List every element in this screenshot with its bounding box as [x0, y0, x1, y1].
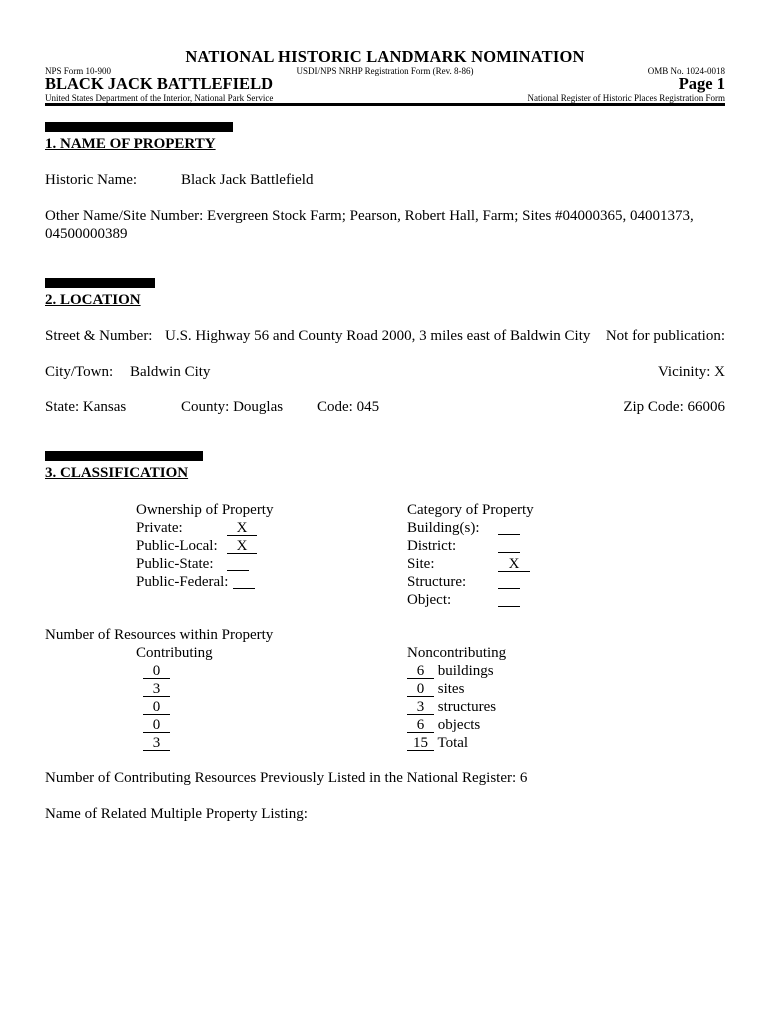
resources-title: Number of Resources within Property: [45, 627, 274, 643]
resource-type-total: Total: [437, 735, 469, 751]
category-object-value: [498, 592, 520, 607]
ownership-public-local-label: Public-Local:: [136, 538, 218, 554]
section2-heading: 2. LOCATION: [45, 292, 141, 308]
category-structure-value: [498, 574, 520, 589]
ownership-public-state-value: [227, 556, 249, 571]
omb-number: OMB No. 1024-0018: [647, 66, 725, 76]
historic-name-label: Historic Name:: [45, 172, 138, 188]
category-object-label: Object:: [407, 592, 452, 608]
noncontributing-total: 15: [407, 736, 434, 751]
category-structure-label: Structure:: [407, 574, 467, 590]
state: State: Kansas: [45, 399, 127, 415]
zip-code: Zip Code: 66006: [623, 399, 725, 415]
category-building-value: [498, 520, 520, 535]
contributing-total: 3: [143, 736, 170, 751]
section2-bar: [45, 278, 155, 288]
category-district-label: District:: [407, 538, 457, 554]
noncontributing-sites: 0: [407, 682, 434, 697]
document-title: NATIONAL HISTORIC LANDMARK NOMINATION: [185, 47, 585, 66]
contributing-title: Contributing: [136, 645, 213, 661]
category-site-value: X: [498, 557, 530, 572]
noncontributing-objects: 6: [407, 718, 434, 733]
section3-heading: 3. CLASSIFICATION: [45, 465, 189, 481]
contributing-sites: 3: [143, 682, 170, 697]
city-value: Baldwin City: [130, 364, 211, 380]
contributing-objects: 0: [143, 718, 170, 733]
form-name: USDI/NPS NRHP Registration Form (Rev. 8-86): [296, 66, 474, 76]
vicinity: Vicinity: X: [657, 364, 725, 380]
resource-type-sites: sites: [437, 681, 465, 697]
category-district-value: [498, 538, 520, 553]
noncontributing-title: Noncontributing: [407, 645, 507, 661]
category-site-label: Site:: [407, 556, 435, 572]
noncontributing-structures: 3: [407, 700, 434, 715]
street-label: Street & Number:: [45, 328, 153, 344]
category-building-label: Building(s):: [407, 520, 480, 536]
page-number: Page 1: [678, 74, 725, 93]
other-name-line2: 04500000389: [45, 226, 128, 242]
resource-type-structures: structures: [437, 699, 497, 715]
ownership-private-label: Private:: [136, 520, 183, 536]
category-title: Category of Property: [407, 502, 534, 518]
previously-listed: Number of Contributing Resources Previously Listed in the National Register: 6: [45, 770, 528, 786]
multiple-property-listing: Name of Related Multiple Property Listing:: [45, 806, 308, 822]
ownership-public-local-value: X: [227, 539, 257, 554]
header-rule: [45, 103, 725, 106]
resource-type-objects: objects: [437, 717, 481, 733]
ownership-public-state-label: Public-State:: [136, 556, 214, 572]
ownership-public-federal-label: Public-Federal:: [136, 574, 229, 590]
section1-bar: [45, 122, 233, 132]
historic-name-value: Black Jack Battlefield: [181, 172, 314, 188]
section3-bar: [45, 451, 203, 461]
register-name: National Register of Historic Places Registration Form: [527, 93, 725, 103]
city-label: City/Town:: [45, 364, 114, 380]
ownership-public-federal-value: [233, 574, 255, 589]
code: Code: 045: [317, 399, 380, 415]
street-value: U.S. Highway 56 and County Road 2000, 3 miles east of Baldwin City: [165, 328, 591, 344]
county: County: Douglas: [181, 399, 284, 415]
ownership-title: Ownership of Property: [136, 502, 274, 518]
ownership-private-value: X: [227, 521, 257, 536]
agency-name: United States Department of the Interior, National Park Service: [45, 93, 274, 103]
section1-heading: 1. NAME OF PROPERTY: [45, 136, 216, 152]
other-name-line1: Other Name/Site Number: Evergreen Stock Farm; Pearson, Robert Hall, Farm; Sites #04000365, 04001373,: [45, 208, 694, 224]
noncontributing-buildings: 6: [407, 664, 434, 679]
form-number: NPS Form 10-900: [45, 66, 112, 76]
property-name: BLACK JACK BATTLEFIELD: [45, 74, 273, 93]
not-for-publication: Not for publication:: [605, 328, 725, 344]
resource-type-buildings: buildings: [437, 663, 494, 679]
contributing-structures: 0: [143, 700, 170, 715]
contributing-buildings: 0: [143, 664, 170, 679]
